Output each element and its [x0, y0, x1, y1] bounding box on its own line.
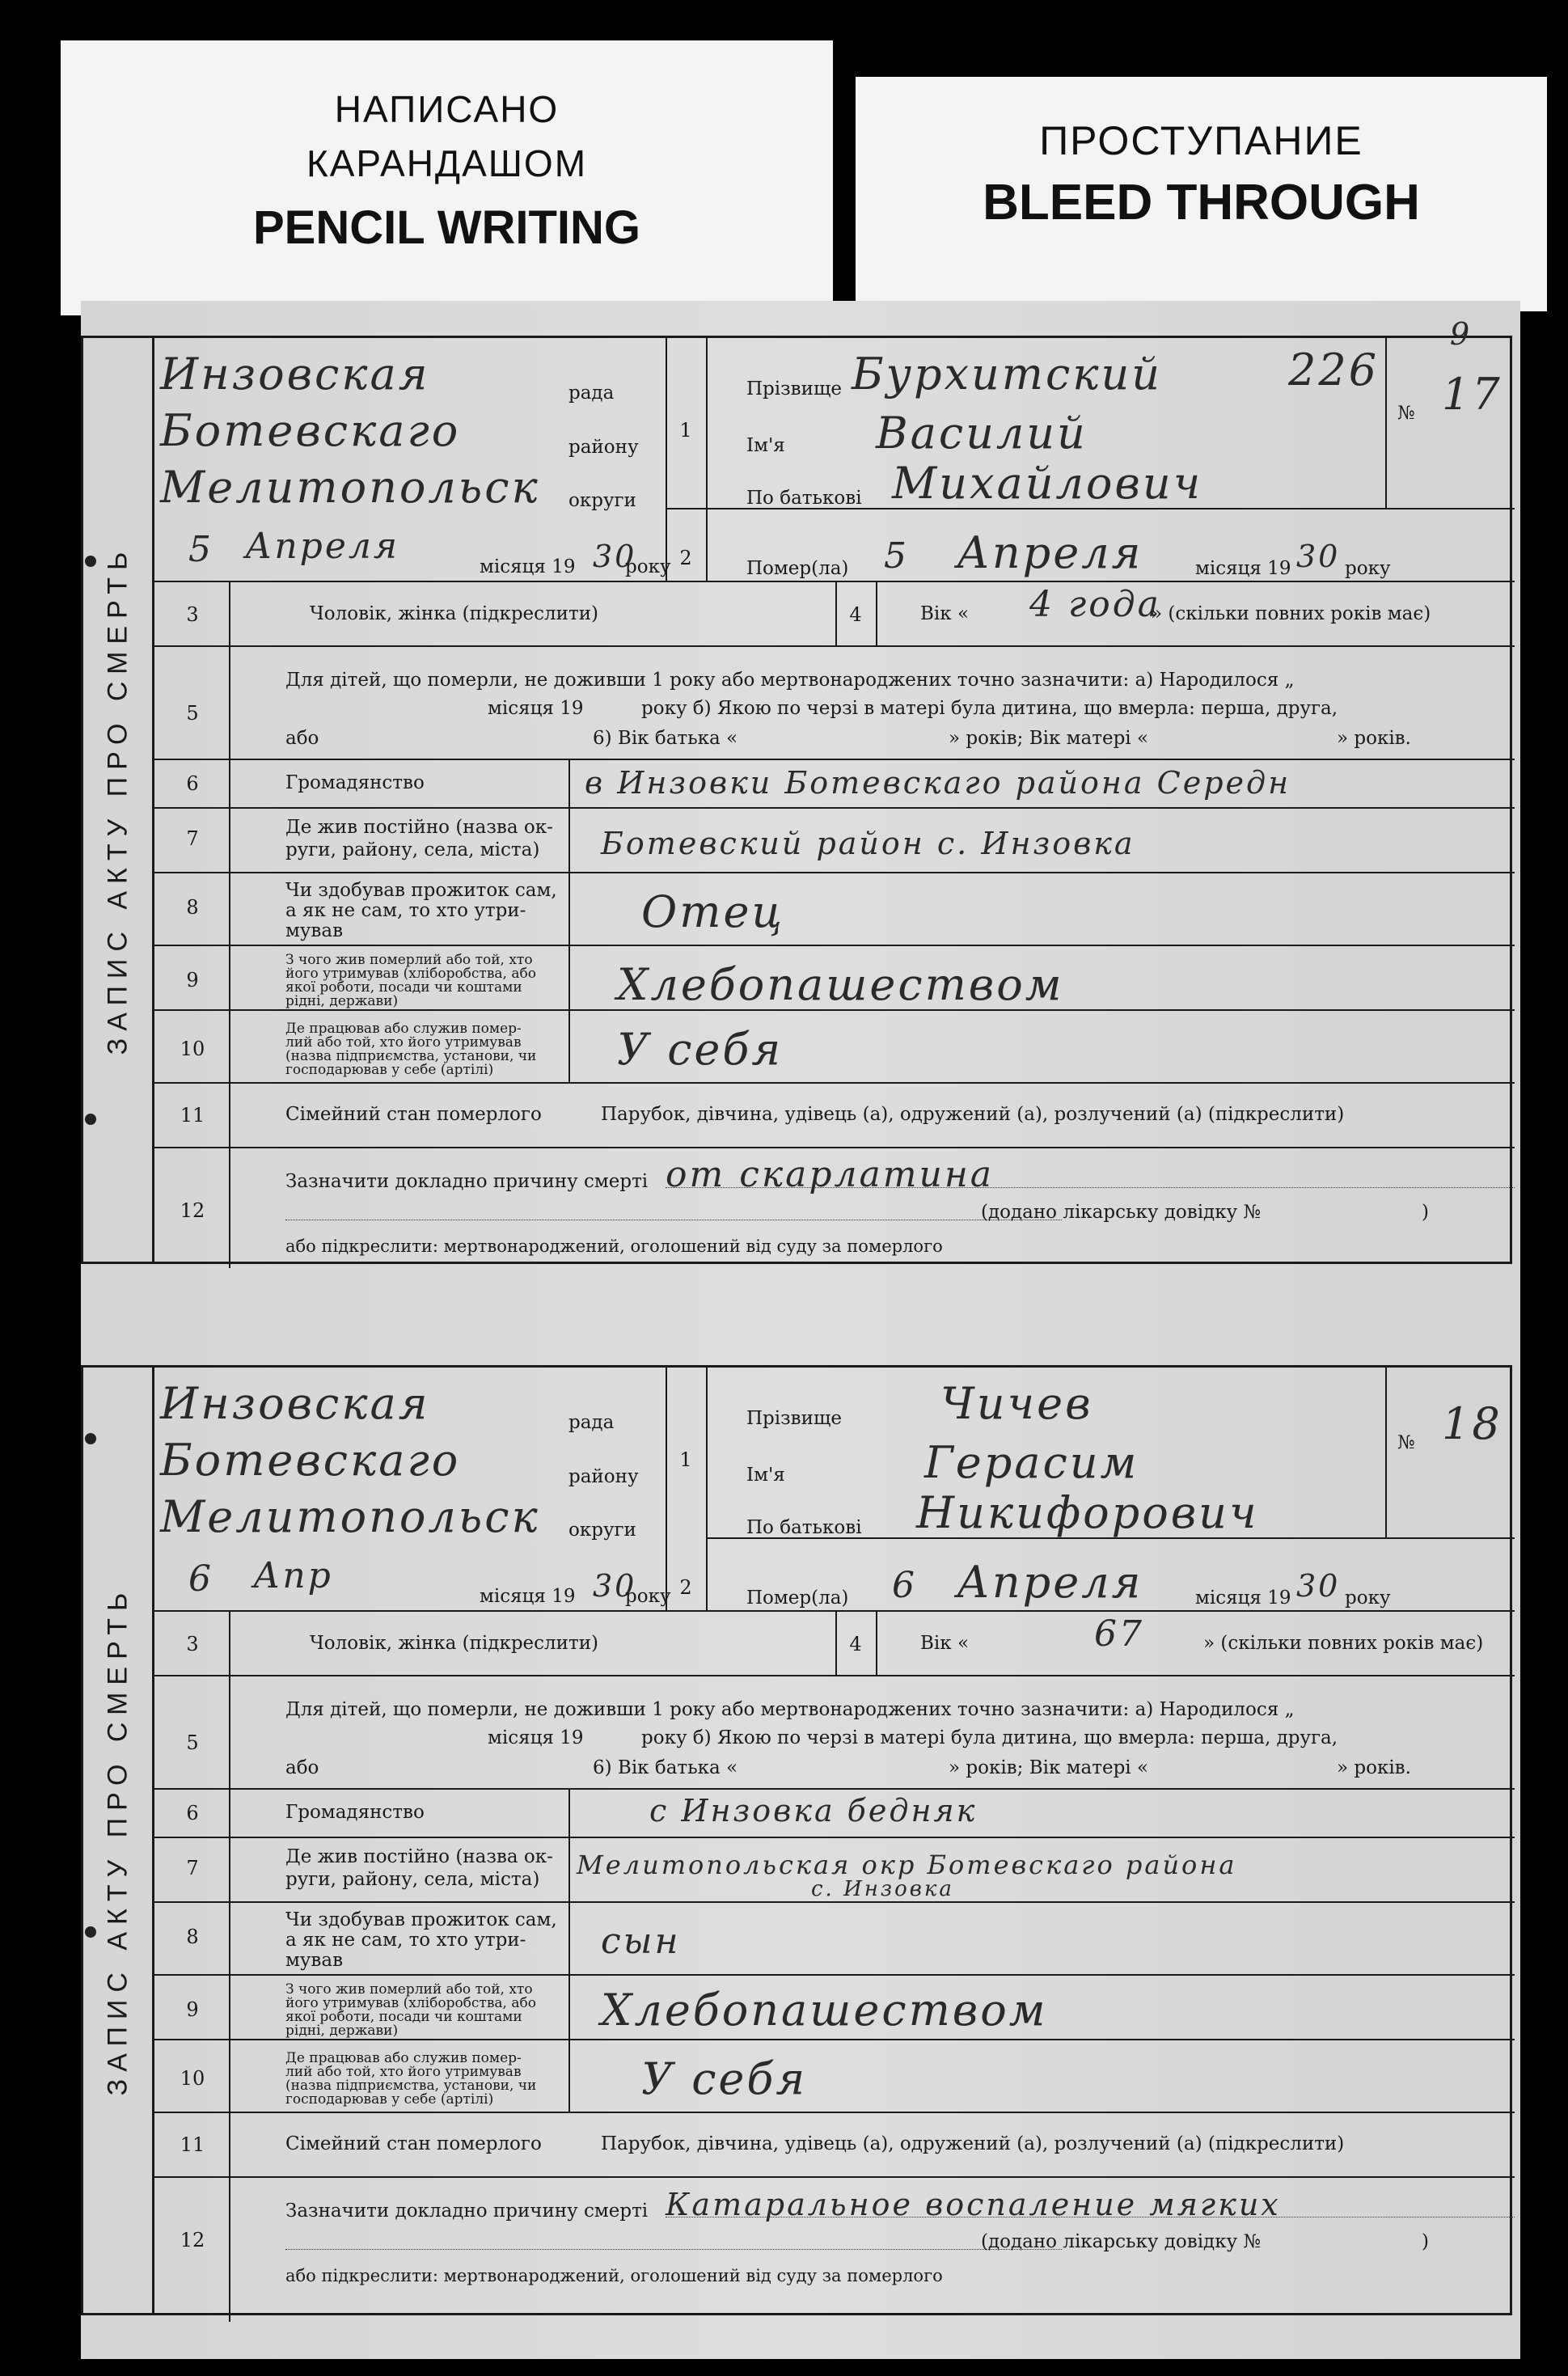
workplace-label-4: господарював у себе (артілі)	[285, 2091, 494, 2108]
marital-options: Парубок, дівчина, удівець (а), одружений (а), розлучений (а) (підкреслити)	[601, 1104, 1345, 1125]
citizenship-label: Громадянство	[285, 1802, 425, 1823]
livelihood-value: Хлебопашеством	[617, 959, 1064, 1010]
row-number: 8	[186, 1926, 199, 1948]
label-ru-line1: НАПИСАНО	[334, 88, 560, 130]
death-month: Апреля	[957, 1557, 1143, 1608]
roku-label: року	[625, 556, 671, 577]
surname-label: Прізвище	[746, 1408, 842, 1429]
number-label: №	[1397, 1432, 1415, 1453]
row-number: 1	[679, 419, 692, 442]
death-year: 30	[1296, 1568, 1341, 1604]
children-line2a: місяця 19	[488, 698, 584, 719]
pencil-writing-label	[61, 40, 833, 315]
row-number: 9	[186, 1998, 199, 2021]
number-prefix: 226	[1288, 345, 1380, 395]
age-tail: » (скільки повних років має)	[1203, 1633, 1484, 1654]
misiatsia-label: місяця 19	[480, 556, 576, 577]
workplace-label-1: Де працював або служив помер-	[285, 2050, 522, 2066]
reg-month: Апр	[253, 1555, 333, 1596]
rada-label: рада	[568, 1412, 615, 1433]
children-line1: Для дітей, що померли, не доживши 1 року або мертвонароджених точно зазначити: а) Народилося „	[285, 1699, 1295, 1720]
marital-label: Сімейний стан померлого	[285, 1104, 542, 1125]
cause-label: Зазначити докладно причину смерті	[285, 2201, 649, 2222]
children-line3c: » років; Вік матері «	[949, 728, 1149, 749]
children-line3a: або	[285, 728, 319, 749]
death-record-1	[81, 316, 1512, 1264]
sex-label: Чоловік, жінка (підкреслити)	[310, 1633, 599, 1654]
support-label-1: Чи здобував прожиток сам,	[285, 1909, 557, 1930]
livelihood-label-3: якої роботи, посади чи коштами	[285, 979, 522, 996]
citizenship-value: в Инзовки Ботевскаго района Середн	[585, 765, 1291, 801]
label-en: BLEED THROUGH	[983, 175, 1420, 230]
residence-label-2: руги, району, села, міста)	[285, 1869, 540, 1890]
raion-value: Ботевскаго	[160, 1435, 461, 1486]
patronymic-label: По батькові	[746, 1517, 862, 1538]
reg-year: 30	[593, 539, 637, 574]
cert-label: (додано лікарську довідку №	[981, 2231, 1262, 2252]
children-line2a: місяця 19	[488, 1727, 584, 1748]
residence-label-2: руги, району, села, міста)	[285, 839, 540, 860]
row-number: 7	[186, 1857, 199, 1879]
reg-day: 6	[188, 1558, 213, 1600]
raion-label: району	[568, 437, 639, 458]
workplace-label-2: лий або той, хто його утримував	[285, 2064, 522, 2080]
children-line3d: » років.	[1337, 728, 1411, 749]
age-value: 4 года	[1029, 584, 1161, 625]
corner-mark: 9	[1450, 316, 1473, 352]
name-label: Ім'я	[746, 435, 785, 456]
row-number: 12	[180, 2229, 205, 2251]
row-number: 3	[186, 1633, 199, 1655]
row-number: 11	[180, 1104, 205, 1127]
row-number: 4	[849, 1633, 862, 1655]
death-month: Апреля	[957, 527, 1143, 578]
workplace-label-3: (назва підприємства, установи, чи	[285, 1048, 537, 1064]
patronymic-value: Михайлович	[892, 458, 1203, 509]
cause-value: Катаральное воспаление мягких	[666, 2187, 1281, 2222]
surname-value: Бурхитский	[852, 349, 1163, 400]
bleed-through-label	[856, 77, 1547, 311]
age-value: 67	[1094, 1613, 1144, 1655]
residence-value: Ботевский район с. Инзовка	[601, 826, 1135, 861]
misiatsia-label: місяця 19	[1195, 1588, 1291, 1609]
death-day: 6	[892, 1565, 917, 1606]
workplace-value: У себя	[641, 2053, 808, 2104]
stillborn-note: або підкреслити: мертвонароджений, оголошений від суду за померлого	[285, 2266, 943, 2285]
row-number: 7	[186, 827, 199, 850]
support-label-3: мував	[285, 920, 344, 941]
row-number: 5	[186, 702, 199, 725]
workplace-label-4: господарював у себе (артілі)	[285, 1062, 494, 1078]
row-number: 3	[186, 603, 199, 626]
citizenship-label: Громадянство	[285, 772, 425, 793]
children-line3c: » років; Вік матері «	[949, 1757, 1149, 1778]
marital-label: Сімейний стан померлого	[285, 2133, 542, 2154]
cause-value: от скарлатина	[666, 1154, 995, 1195]
rada-value: Инзовская	[160, 1378, 430, 1429]
okrug-label: округи	[568, 1520, 636, 1541]
surname-value: Чичев	[940, 1378, 1093, 1429]
reg-year: 30	[593, 1568, 637, 1604]
children-line3a: або	[285, 1757, 319, 1778]
row-number: 9	[186, 969, 199, 991]
stillborn-note: або підкреслити: мертвонароджений, оголошений від суду за померлого	[285, 1237, 943, 1256]
row-number: 1	[679, 1448, 692, 1471]
children-line3d: » років.	[1337, 1757, 1411, 1778]
record-number: 18	[1442, 1398, 1502, 1449]
support-label-3: мував	[285, 1950, 344, 1971]
age-label: Вік «	[920, 1633, 970, 1654]
cert-end: )	[1422, 2231, 1429, 2252]
residence-value-2: с. Инзовка	[811, 1877, 954, 1901]
sex-label: Чоловік, жінка (підкреслити)	[310, 603, 599, 624]
workplace-label-2: лий або той, хто його утримував	[285, 1034, 522, 1051]
support-label-2: а як не сам, то хто утри-	[285, 900, 526, 921]
row-number: 11	[180, 2133, 205, 2156]
workplace-label-1: Де працював або служив помер-	[285, 1021, 522, 1037]
children-line2b: року б) Якою по черзі в матері була дитина, що вмерла: перша, друга,	[641, 1727, 1338, 1748]
row-number: 2	[679, 1576, 692, 1599]
number-label: №	[1397, 403, 1415, 424]
roku-label: року	[1345, 1588, 1391, 1609]
reg-day: 5	[188, 529, 213, 570]
pomer-label: Помер(ла)	[746, 558, 849, 579]
marital-options: Парубок, дівчина, удівець (а), одружений (а), розлучений (а) (підкреслити)	[601, 2133, 1345, 2154]
raion-label: району	[568, 1466, 639, 1487]
death-day: 5	[884, 535, 909, 577]
roku-label: року	[1345, 558, 1391, 579]
support-label-2: а як не сам, то хто утри-	[285, 1930, 526, 1951]
roku-label: року	[625, 1586, 671, 1607]
workplace-value: У себя	[617, 1024, 784, 1075]
livelihood-label-3: якої роботи, посади чи коштами	[285, 2009, 522, 2025]
row-number: 5	[186, 1731, 199, 1754]
record-side-title: ЗАПИС АКТУ ПРО СМЕРТЬ	[83, 1368, 154, 2313]
okrug-label: округи	[568, 490, 636, 511]
cert-end: )	[1422, 1202, 1429, 1223]
surname-label: Прізвище	[746, 378, 842, 400]
misiatsia-label: місяця 19	[480, 1586, 576, 1607]
rada-label: рада	[568, 383, 615, 404]
support-label-1: Чи здобував прожиток сам,	[285, 880, 557, 901]
label-ru-line1: ПРОСТУПАНИЕ	[1039, 118, 1363, 163]
children-line2b: року б) Якою по черзі в матері була дитина, що вмерла: перша, друга,	[641, 698, 1338, 719]
death-year: 30	[1296, 539, 1341, 574]
livelihood-label-2: його утримував (хліборобства, або	[285, 1995, 536, 2011]
okrug-value: Мелитопольск	[160, 462, 540, 513]
livelihood-label-1: З чого жив померлий або той, хто	[285, 1981, 533, 1998]
row-number: 4	[849, 603, 862, 626]
reg-month: Апреля	[245, 526, 400, 567]
patronymic-value: Никифорович	[916, 1487, 1259, 1538]
name-value: Василий	[876, 408, 1088, 459]
row-number: 6	[186, 772, 199, 795]
label-ru-line2: КАРАНДАШОМ	[306, 142, 588, 184]
cert-label: (додано лікарську довідку №	[981, 1202, 1262, 1223]
residence-value: Мелитопольская окр Ботевскаго района	[577, 1850, 1237, 1880]
support-value: сын	[601, 1921, 681, 1962]
livelihood-value: Хлебопашеством	[601, 1985, 1048, 2036]
row-number: 10	[180, 2067, 205, 2090]
patronymic-label: По батькові	[746, 488, 862, 509]
row-number: 6	[186, 1802, 199, 1824]
row-number: 10	[180, 1038, 205, 1060]
livelihood-label-4: рідні, держави)	[285, 2023, 399, 2039]
row-number: 8	[186, 896, 199, 919]
workplace-label-3: (назва підприємства, установи, чи	[285, 2078, 537, 2094]
raion-value: Ботевскаго	[160, 405, 461, 456]
pomer-label: Помер(ла)	[746, 1588, 849, 1609]
record-number: 17	[1442, 369, 1502, 420]
row-number: 2	[679, 547, 692, 569]
livelihood-label-4: рідні, держави)	[285, 993, 399, 1009]
okrug-value: Мелитопольск	[160, 1491, 540, 1542]
death-record-2	[81, 1365, 1512, 2315]
name-label: Ім'я	[746, 1465, 785, 1486]
residence-label-1: Де жив постійно (назва ок-	[285, 1846, 553, 1867]
misiatsia-label: місяця 19	[1195, 558, 1291, 579]
children-line3b: 6) Вік батька «	[593, 728, 738, 749]
children-line3b: 6) Вік батька «	[593, 1757, 738, 1778]
livelihood-label-1: З чого жив померлий або той, хто	[285, 952, 533, 968]
row-number: 12	[180, 1199, 205, 1222]
cause-label: Зазначити докладно причину смерті	[285, 1171, 649, 1192]
support-value: Отец	[641, 886, 785, 937]
residence-label-1: Де жив постійно (назва ок-	[285, 817, 553, 838]
livelihood-label-2: його утримував (хліборобства, або	[285, 966, 536, 982]
children-line1: Для дітей, що померли, не доживши 1 року або мертвонароджених точно зазначити: а) Народилося „	[285, 670, 1295, 691]
label-en: PENCIL WRITING	[252, 201, 641, 254]
record-side-title: ЗАПИС АКТУ ПРО СМЕРТЬ	[83, 338, 154, 1262]
rada-value: Инзовская	[160, 349, 430, 400]
age-tail: » (скільки повних років має)	[1151, 603, 1431, 624]
name-value: Герасим	[924, 1437, 1139, 1488]
citizenship-value: с Инзовка бедняк	[649, 1793, 978, 1829]
age-label: Вік «	[920, 603, 970, 624]
